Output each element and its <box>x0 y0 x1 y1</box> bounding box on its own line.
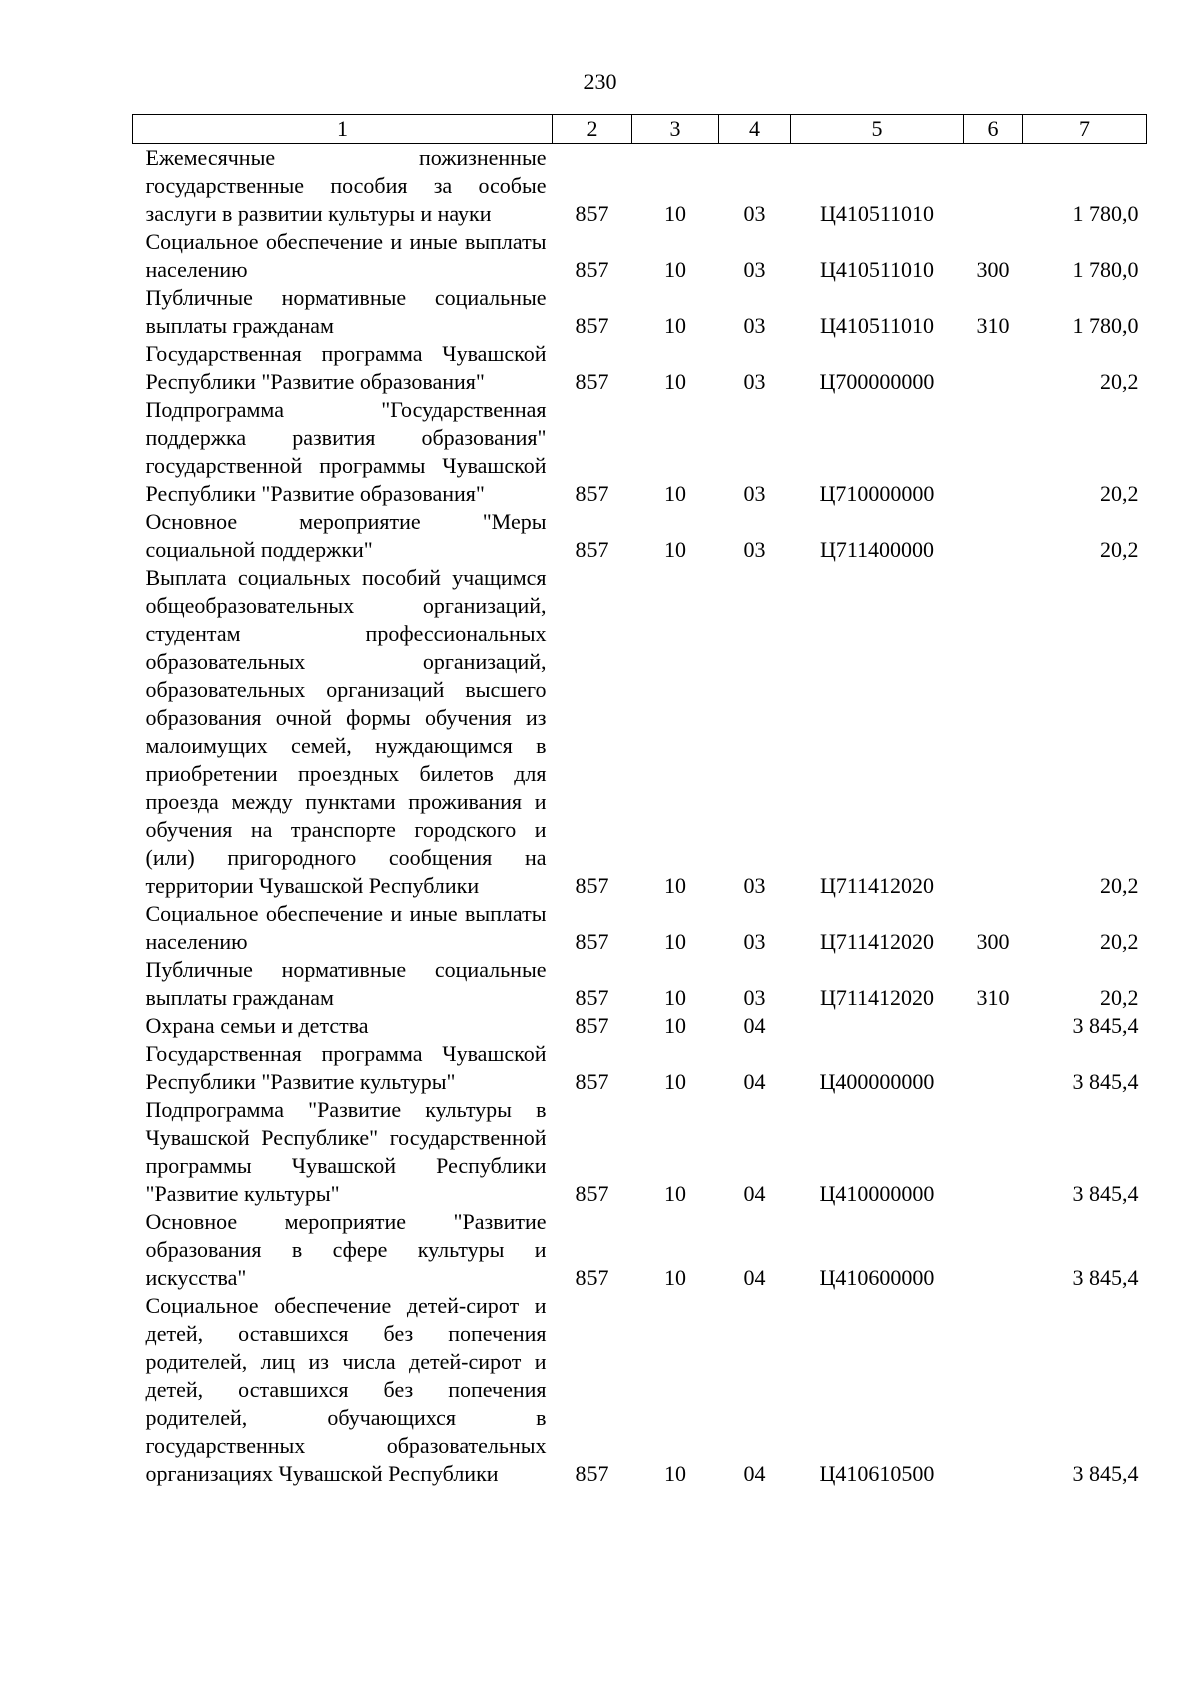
budget-table <box>132 114 1147 1488</box>
table-row <box>133 1292 1147 1488</box>
row-col-6: 300 <box>976 257 1010 282</box>
header-row <box>133 115 1147 144</box>
row-col-3: 10 <box>664 929 686 954</box>
row-name: Основное мероприятие "Развитие образования в сфере культуры и искусства" <box>145 1209 547 1290</box>
row-col-3: 10 <box>664 1013 686 1038</box>
row-col-2: 857 <box>575 1265 609 1290</box>
header-cell-3: 3 <box>632 115 719 144</box>
row-col-4: 03 <box>743 201 766 226</box>
table-row <box>133 1208 1147 1292</box>
header-cell-2: 2 <box>553 115 632 144</box>
row-col-5: Ц710000000 <box>819 481 935 506</box>
table-row <box>133 900 1147 956</box>
row-col-4: 03 <box>743 313 766 338</box>
row-col-2: 857 <box>575 985 609 1010</box>
row-name: Подпрограмма "Развитие культуры в Чувашской Республике" государственной программы Чувашской Республики "Развитие культуры" <box>145 1097 547 1206</box>
row-name: Охрана семьи и детства <box>145 1013 369 1038</box>
table-row <box>133 340 1147 396</box>
row-col-6: 310 <box>976 985 1010 1010</box>
row-col-5: Ц711400000 <box>819 537 935 562</box>
row-col-2: 857 <box>575 1013 609 1038</box>
row-name: Публичные нормативные социальные выплаты гражданам <box>145 285 547 338</box>
row-col-2: 857 <box>575 201 609 226</box>
row-col-3: 10 <box>664 481 686 506</box>
row-col-3: 10 <box>664 1069 686 1094</box>
row-col-7: 3 845,4 <box>1072 1013 1139 1038</box>
header-cell-1: 1 <box>133 115 553 144</box>
row-col-5: Ц711412020 <box>819 929 935 954</box>
row-name: Государственная программа Чувашской Республики "Развитие культуры" <box>145 1041 547 1094</box>
row-col-7: 1 780,0 <box>1072 257 1139 282</box>
row-col-2: 857 <box>575 1181 609 1206</box>
row-col-5: Ц410000000 <box>819 1181 935 1206</box>
row-name: Ежемесячные пожизненные государственные пособия за особые заслуги в развитии культуры и науки <box>145 145 547 226</box>
row-col-2: 857 <box>575 313 609 338</box>
row-col-3: 10 <box>664 201 686 226</box>
row-col-6 <box>964 1096 1023 1208</box>
row-col-2: 857 <box>575 873 609 898</box>
row-col-4: 04 <box>743 1013 766 1038</box>
row-col-5: Ц400000000 <box>819 1069 935 1094</box>
row-col-3: 10 <box>664 369 686 394</box>
row-col-4: 03 <box>743 481 766 506</box>
row-col-7: 20,2 <box>1100 537 1139 562</box>
row-col-7: 1 780,0 <box>1072 313 1139 338</box>
row-col-4: 03 <box>743 537 766 562</box>
row-name: Публичные нормативные социальные выплаты гражданам <box>145 957 547 1010</box>
row-col-5: Ц410610500 <box>819 1461 935 1486</box>
row-col-3: 10 <box>664 1265 686 1290</box>
row-col-6 <box>964 144 1023 229</box>
row-col-5 <box>791 1012 964 1040</box>
row-col-4: 04 <box>743 1181 766 1206</box>
row-col-3: 10 <box>664 313 686 338</box>
row-col-6 <box>964 1292 1023 1488</box>
table-row <box>133 144 1147 229</box>
row-col-5: Ц711412020 <box>819 873 935 898</box>
row-col-5: Ц700000000 <box>819 369 935 394</box>
table-row <box>133 1096 1147 1208</box>
row-name: Выплата социальных пособий учащимся общеобразовательных организаций, студентам профессиональных образовательных организаций, образовательных организаций высшего образования очной формы обучения из малоимущих семей, нуждающимся в приобретении проездных билетов для проезда между пунктами проживания и обучения на транспорте городского и (или) пригородного сообщения на территории Чувашской Республики <box>145 565 547 898</box>
row-col-7: 1 780,0 <box>1072 201 1139 226</box>
table-row <box>133 228 1147 284</box>
row-col-4: 03 <box>743 257 766 282</box>
row-col-6 <box>964 1040 1023 1096</box>
table-row <box>133 1012 1147 1040</box>
row-col-3: 10 <box>664 537 686 562</box>
row-col-7: 20,2 <box>1100 929 1139 954</box>
header-cell-6: 6 <box>964 115 1023 144</box>
table-row <box>133 956 1147 1012</box>
row-col-2: 857 <box>575 369 609 394</box>
row-col-2: 857 <box>575 537 609 562</box>
row-col-5: Ц711412020 <box>819 985 935 1010</box>
row-name: Социальное обеспечение и иные выплаты населению <box>145 901 547 954</box>
row-col-5: Ц410511010 <box>819 257 935 282</box>
row-col-7: 20,2 <box>1100 481 1139 506</box>
row-name: Социальное обеспечение и иные выплаты населению <box>145 229 547 282</box>
row-col-7: 20,2 <box>1100 873 1139 898</box>
table-row <box>133 564 1147 900</box>
row-col-7: 3 845,4 <box>1072 1265 1139 1290</box>
row-col-6 <box>964 1012 1023 1040</box>
table-row <box>133 396 1147 508</box>
row-name: Подпрограмма "Государственная поддержка развития образования" государственной программы Чувашской Республики "Развитие образования" <box>145 397 547 506</box>
page-number: 230 <box>583 69 617 94</box>
table-row <box>133 284 1147 340</box>
row-col-6 <box>964 1208 1023 1292</box>
header-cell-5: 5 <box>791 115 964 144</box>
row-col-6: 300 <box>976 929 1010 954</box>
row-col-7: 20,2 <box>1100 369 1139 394</box>
row-name: Основное мероприятие "Меры социальной поддержки" <box>145 509 547 562</box>
row-col-6 <box>964 396 1023 508</box>
row-col-6 <box>964 508 1023 564</box>
row-col-2: 857 <box>575 257 609 282</box>
row-col-7: 20,2 <box>1100 985 1139 1010</box>
table-row <box>133 508 1147 564</box>
row-col-3: 10 <box>664 1461 686 1486</box>
row-col-4: 03 <box>743 369 766 394</box>
row-col-4: 04 <box>743 1069 766 1094</box>
row-col-4: 04 <box>743 1265 766 1290</box>
row-col-7: 3 845,4 <box>1072 1069 1139 1094</box>
row-col-2: 857 <box>575 1461 609 1486</box>
row-col-3: 10 <box>664 873 686 898</box>
row-col-7: 3 845,4 <box>1072 1461 1139 1486</box>
row-col-5: Ц410511010 <box>819 313 935 338</box>
row-name: Государственная программа Чувашской Республики "Развитие образования" <box>145 341 547 394</box>
table-row <box>133 1040 1147 1096</box>
row-col-4: 03 <box>743 929 766 954</box>
row-col-2: 857 <box>575 481 609 506</box>
row-col-3: 10 <box>664 985 686 1010</box>
row-col-5: Ц410511010 <box>819 201 935 226</box>
row-col-4: 03 <box>743 873 766 898</box>
header-cell-4: 4 <box>719 115 791 144</box>
row-col-4: 04 <box>743 1461 766 1486</box>
row-col-7: 3 845,4 <box>1072 1181 1139 1206</box>
row-col-2: 857 <box>575 1069 609 1094</box>
row-col-6: 310 <box>976 313 1010 338</box>
row-col-3: 10 <box>664 1181 686 1206</box>
row-col-3: 10 <box>664 257 686 282</box>
row-col-4: 03 <box>743 985 766 1010</box>
row-col-5: Ц410600000 <box>819 1265 935 1290</box>
row-col-6 <box>964 340 1023 396</box>
row-col-2: 857 <box>575 929 609 954</box>
row-name: Социальное обеспечение детей-сирот и детей, оставшихся без попечения родителей, лиц из числа детей-сирот и детей, оставшихся без попечения родителей, обучающихся в государственных образовательных организациях Чувашской Республики <box>145 1293 547 1486</box>
header-cell-7: 7 <box>1023 115 1147 144</box>
row-col-6 <box>964 564 1023 900</box>
